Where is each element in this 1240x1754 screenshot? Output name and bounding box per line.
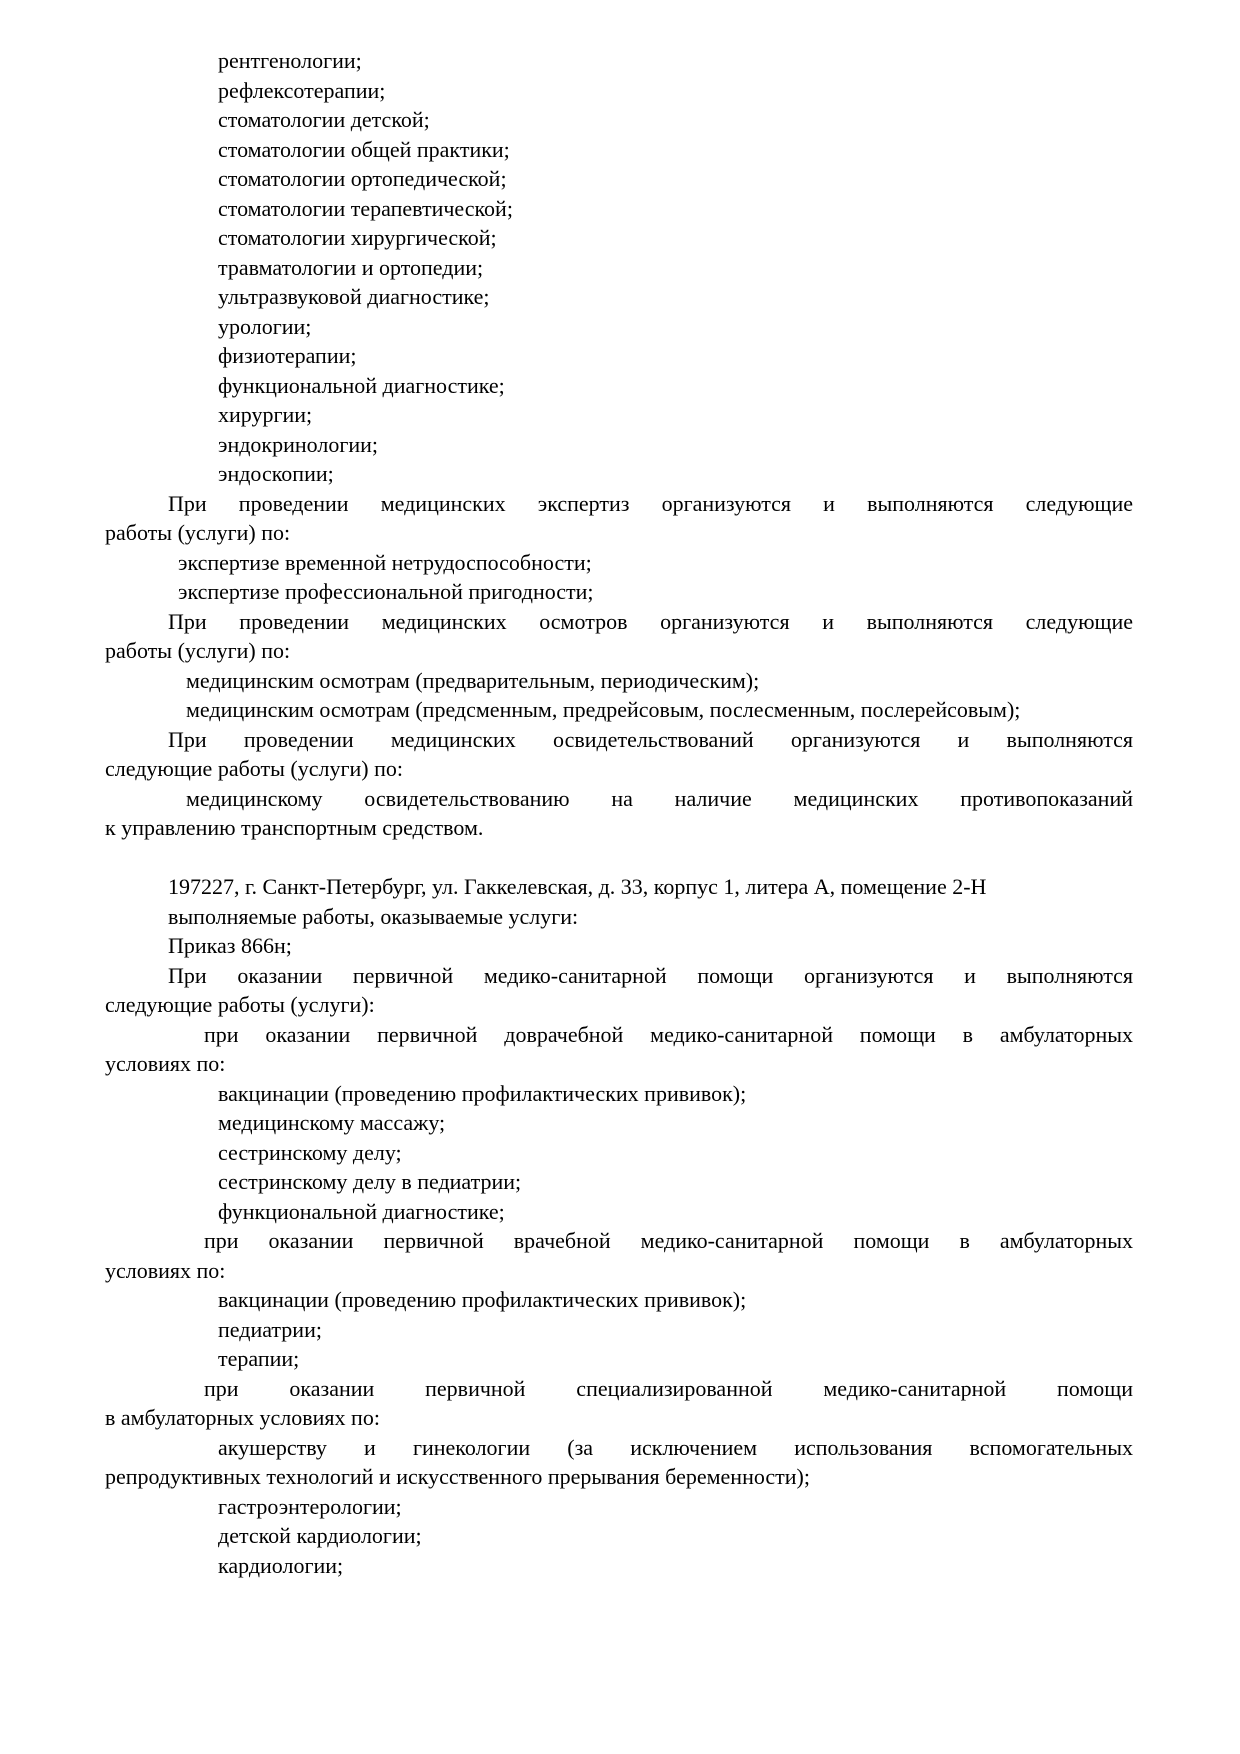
doc-line: стоматологии общей практики; — [218, 136, 510, 162]
doc-list-item — [105, 577, 1133, 607]
doc-line: рефлексотерапии; — [218, 77, 386, 103]
doc-list-item — [105, 430, 1133, 460]
doc-blank-line — [105, 843, 1133, 873]
doc-line: педиатрии; — [218, 1316, 322, 1342]
doc-line: физиотерапии; — [218, 343, 357, 368]
doc-paragraph — [105, 961, 1133, 1020]
doc-line: медицинскому массажу; — [218, 1110, 446, 1135]
doc-list-item — [105, 1315, 1133, 1345]
doc-list-item — [105, 1521, 1133, 1551]
doc-list-item — [105, 666, 1133, 696]
doc-line: работы (услуги) по: — [105, 520, 291, 545]
doc-list-item — [105, 194, 1133, 224]
doc-line: стоматологии ортопедической; — [218, 166, 507, 191]
doc-line: кардиологии; — [218, 1552, 344, 1578]
doc-subparagraph — [105, 1374, 1133, 1433]
doc-list-item — [105, 548, 1133, 578]
doc-line: При проведении медицинских освидетельствований организуются и выполняются — [168, 726, 1133, 752]
doc-line: Приказ 866н; — [168, 933, 292, 958]
doc-list-item — [105, 46, 1133, 76]
doc-list-item — [105, 1492, 1133, 1522]
doc-subparagraph — [105, 1020, 1133, 1079]
document-page — [105, 46, 1133, 1580]
doc-line: эндоскопии; — [218, 461, 334, 486]
doc-list-item — [105, 164, 1133, 194]
doc-paragraph — [105, 931, 1133, 961]
doc-line: При оказании первичной медико-санитарной помощи организуются и выполняются — [168, 962, 1133, 988]
doc-line: При проведении медицинских экспертиз организуются и выполняются следующие — [168, 490, 1133, 516]
doc-line: медицинским осмотрам (предварительным, периодическим); — [186, 667, 760, 693]
doc-list-item — [105, 1138, 1133, 1168]
doc-line: сестринскому делу в педиатрии; — [218, 1169, 522, 1194]
doc-line: условиях по: — [105, 1257, 226, 1283]
doc-list-item — [105, 253, 1133, 283]
doc-line: условиях по: — [105, 1051, 226, 1076]
doc-list-item — [105, 1344, 1133, 1374]
doc-paragraph — [105, 489, 1133, 548]
doc-line: следующие работы (услуги) по: — [105, 756, 403, 781]
doc-line: детской кардиологии; — [218, 1523, 422, 1548]
doc-line: стоматологии хирургической; — [218, 225, 497, 250]
doc-line: репродуктивных технологий и искусственного прерывания беременности); — [105, 1464, 810, 1489]
doc-list-item — [105, 1167, 1133, 1197]
doc-list-item — [105, 341, 1133, 371]
doc-line: вакцинации (проведению профилактических прививок); — [218, 1080, 747, 1106]
doc-list-item — [105, 223, 1133, 253]
doc-line: рентгенологии; — [218, 48, 362, 73]
doc-line: 197227, г. Санкт-Петербург, ул. Гаккелевская, д. 33, корпус 1, литера А, помещение 2-Н — [168, 874, 987, 899]
doc-line: экспертизе временной нетрудоспособности; — [178, 549, 592, 575]
doc-paragraph — [105, 872, 1133, 902]
doc-list-item — [105, 1551, 1133, 1581]
doc-line: экспертизе профессиональной пригодности; — [178, 579, 594, 604]
doc-line: урологии; — [218, 313, 312, 339]
doc-list-item — [105, 282, 1133, 312]
doc-list-item — [105, 1433, 1133, 1492]
doc-list-item — [105, 135, 1133, 165]
doc-line: ультразвуковой диагностике; — [218, 284, 490, 309]
doc-line: медицинскому освидетельствованию на наличие медицинских противопоказаний — [186, 785, 1133, 811]
doc-list-item — [105, 1197, 1133, 1227]
doc-line: в амбулаторных условиях по: — [105, 1405, 380, 1430]
doc-list-item — [105, 459, 1133, 489]
doc-line: функциональной диагностике; — [218, 1198, 505, 1224]
doc-line: сестринскому делу; — [218, 1139, 402, 1165]
doc-line: стоматологии терапевтической; — [218, 195, 513, 221]
doc-list-item — [105, 312, 1133, 342]
doc-line: к управлению транспортным средством. — [105, 815, 484, 840]
doc-line: стоматологии детской; — [218, 107, 430, 132]
doc-list-item — [105, 105, 1133, 135]
doc-line: вакцинации (проведению профилактических прививок); — [218, 1287, 747, 1312]
doc-line: работы (услуги) по: — [105, 638, 291, 663]
doc-line: травматологии и ортопедии; — [218, 254, 484, 280]
doc-line: акушерству и гинекологии (за исключением использования вспомогательных — [218, 1434, 1133, 1460]
doc-line: при оказании первичной специализированной медико-санитарной помощи — [204, 1375, 1133, 1401]
doc-line: при оказании первичной врачебной медико-санитарной помощи в амбулаторных — [204, 1228, 1133, 1253]
doc-list-item — [105, 695, 1133, 725]
doc-paragraph — [105, 607, 1133, 666]
doc-line: следующие работы (услуги): — [105, 992, 375, 1017]
doc-list-item — [105, 1079, 1133, 1109]
doc-list-item — [105, 1108, 1133, 1138]
doc-line: эндокринологии; — [218, 431, 379, 457]
doc-line: медицинским осмотрам (предсменным, предрейсовым, послесменным, послерейсовым); — [186, 697, 1021, 722]
doc-line: При проведении медицинских осмотров организуются и выполняются следующие — [168, 608, 1133, 634]
doc-paragraph — [105, 725, 1133, 784]
doc-list-item — [105, 76, 1133, 106]
doc-line: при оказании первичной доврачебной медико-санитарной помощи в амбулаторных — [204, 1021, 1133, 1047]
doc-line: хирургии; — [218, 402, 313, 427]
doc-line: гастроэнтерологии; — [218, 1493, 402, 1519]
doc-line: выполняемые работы, оказываемые услуги: — [168, 903, 579, 929]
doc-list-item — [105, 1285, 1133, 1315]
doc-subparagraph — [105, 1226, 1133, 1285]
doc-line: терапии; — [218, 1346, 300, 1371]
doc-list-item — [105, 400, 1133, 430]
doc-line: функциональной диагностике; — [218, 372, 505, 398]
doc-paragraph — [105, 902, 1133, 932]
doc-list-item — [105, 371, 1133, 401]
doc-list-item — [105, 784, 1133, 843]
